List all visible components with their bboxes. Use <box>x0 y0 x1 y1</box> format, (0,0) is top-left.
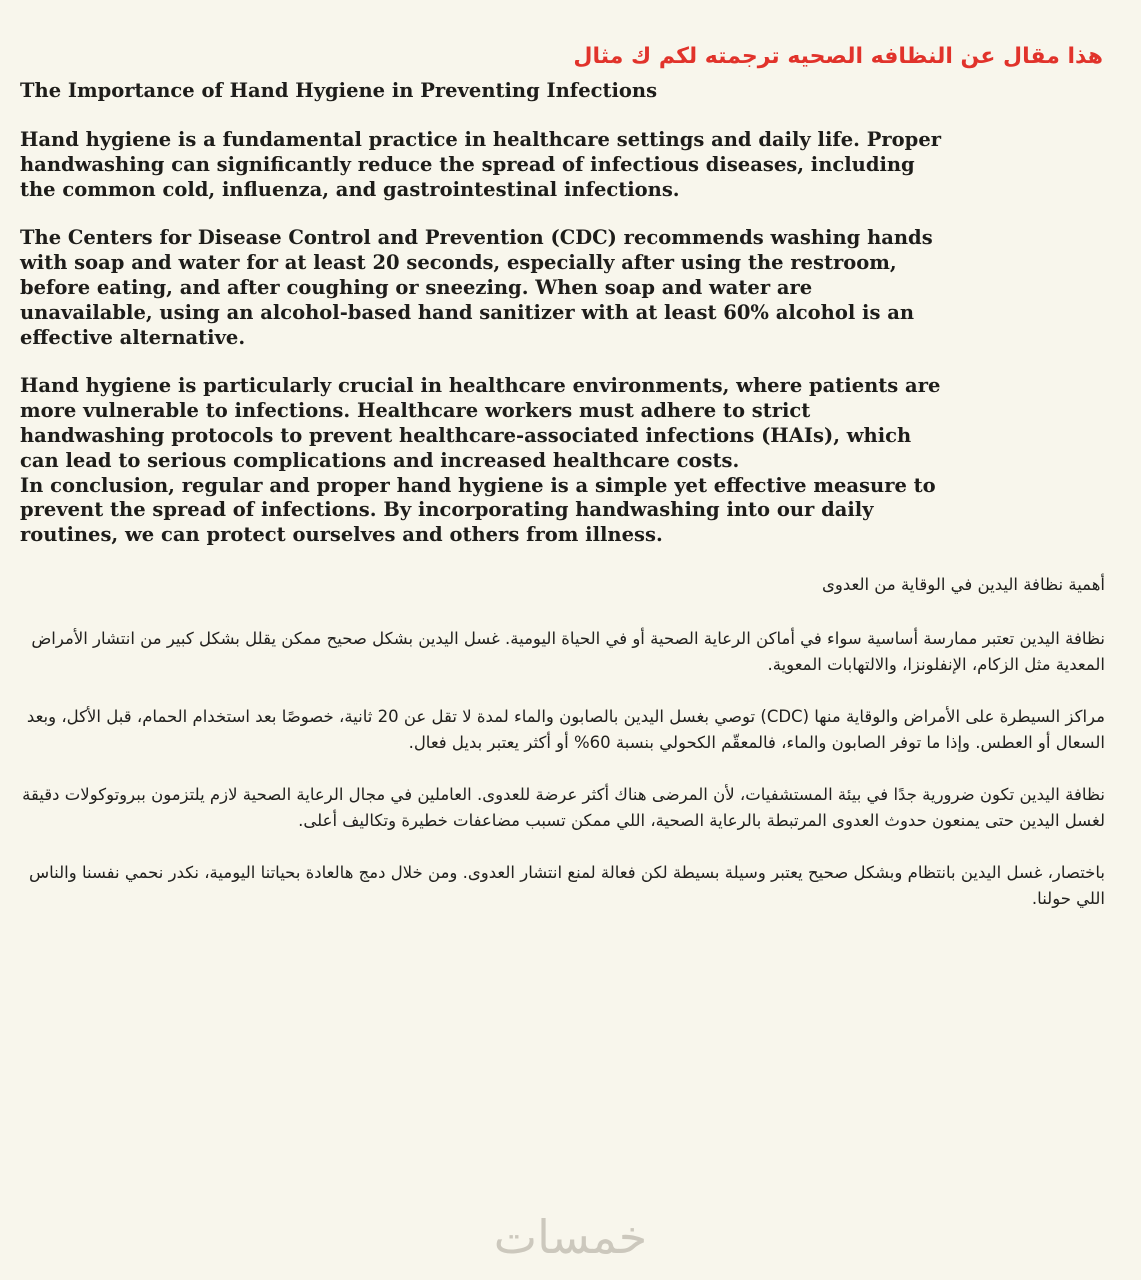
translator-note: هذا مقال عن النظافه الصحيه ترجمته لكم ك مثال <box>573 44 1103 69</box>
arabic-paragraph-1: نظافة اليدين تعتبر ممارسة أساسية سواء في أماكن الرعاية الصحية أو في الحياة اليومية. غسل اليدين بشكل صحيح ممكن يقلل بشكل كبير من انتشار الأمراض المعدية مثل الزكام، الإنفلونزا، والالتهابات المعوية. <box>31 628 1105 674</box>
khamsat-watermark-logo: خمسات <box>493 1210 648 1264</box>
english-paragraph-3: Hand hygiene is particularly crucial in healthcare environments, where patients are more vulnerable to infections. Healthcare workers must adhere to strict handwashing protocols to prevent healthcare-associated infections (HAIs), which can lead to serious complications and increased healthcare costs. <box>20 374 941 472</box>
english-paragraph-1: Hand hygiene is a fundamental practice in healthcare settings and daily life. Proper handwashing can significantly reduce the spread of infectious diseases, including the common cold, influenza, and gastrointestinal infections. <box>20 128 941 201</box>
arabic-paragraph-4-conclusion: باختصار، غسل اليدين بانتظام وبشكل صحيح يعتبر وسيلة بسيطة لكن فعالة لمنع انتشار العدوى. ومن خلال دمج هالعادة بحياتنا اليومية، نكدر نحمي نفسنا والناس اللي حولنا. <box>28 862 1105 908</box>
english-paragraph-2: The Centers for Disease Control and Prevention (CDC) recommends washing hands with soap and water for at least 20 seconds, especially after using the restroom, before eating, and after coughing or sneezing. When soap and water are unavailable, using an alcohol-based hand sanitizer with at least 60% alcohol is an effective alternative. <box>20 226 933 349</box>
arabic-paragraph-2: مراكز السيطرة على الأمراض والوقاية منها (CDC) توصي بغسل اليدين بالصابون والماء لمدة لا تقل عن 20 ثانية، خصوصًا بعد استخدام الحمام، قبل الأكل، وبعد السعال أو العطس. وإذا ما توفر الصابون والماء، فالمعقّم الكحولي بنسبة 60% أو أكثر يعتبر بديل فعال. <box>26 706 1105 752</box>
english-paragraph-4-conclusion: In conclusion, regular and proper hand hygiene is a simple yet effective measure to prevent the spread of infections. By incorporating handwashing into our daily routines, we can protect ourselves and others from illness. <box>20 473 936 547</box>
arabic-article-title: أهمية نظافة اليدين في الوقاية من العدوى <box>821 574 1105 594</box>
english-article-title: The Importance of Hand Hygiene in Preventing Infections <box>20 79 658 102</box>
arabic-paragraph-3: نظافة اليدين تكون ضرورية جدًا في بيئة المستشفيات، لأن المرضى هناك أكثر عرضة للعدوى. العاملين في مجال الرعاية الصحية لازم يلتزمون ببروتوكولات دقيقة لغسل اليدين حتى يمنعون حدوث العدوى المرتبطة بالرعاية الصحية، اللي ممكن تسبب مضاعفات خطيرة وتكاليف أعلى. <box>22 784 1105 830</box>
arabic-translation-section <box>20 572 1105 912</box>
